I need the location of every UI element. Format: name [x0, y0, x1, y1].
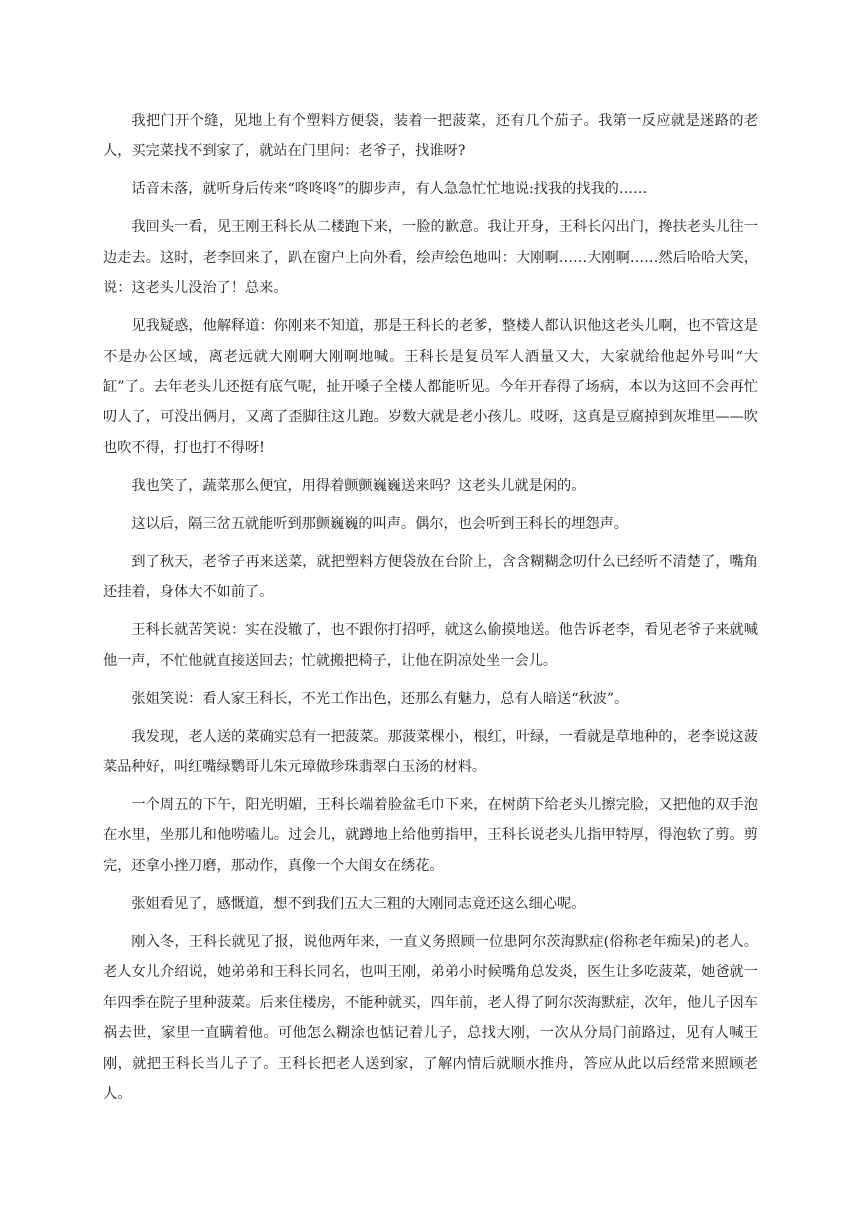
- paragraph-5: 我也笑了，蔬菜那么便宜，用得着颤颤巍巍送来吗？这老头儿就是闲的。: [131, 477, 586, 494]
- paragraph-4: 见我疑惑，他解释道：你刚来不知道，那是王科长的老爹，整楼人都认识他这老头儿啊，也不管这是不是办公区域，离老远就大刚啊大刚啊地喊。王科长是复员军人酒量又大，大家就给他起外号叫“大缸”了。去年老头儿还挺有底气呢，扯开嗓子全楼人都能听见。今年开春得了场病，本以为这回不会再忙叨人了，可没出俩月，又离了歪脚往这儿跑。岁数大就是老小孩儿。哎呀，这真是豆腐掉到灰堆里——吹也吹不得，打也打不得呀!: [103, 318, 758, 456]
- paragraph-12: 张姐看见了，感慨道，想不到我们五大三粗的大刚同志竟还这么细心呢。: [131, 895, 586, 912]
- paragraph-11: 一个周五的下午，阳光明媚，王科长端着脸盆毛巾下来，在树荫下给老头儿擦完脸，又把他的双手泡在水里，坐那儿和他唠嗑儿。过会儿，就蹲地上给他剪指甲，王科长说老头儿指甲特厚，得泡软了剪。剪完，还拿小挫刀磨，那动作，真像一个大闺女在绣花。: [103, 797, 758, 874]
- paragraph-7: 到了秋天，老爷子再来送菜，就把塑料方便袋放在台阶上，含含糊糊念叨什么已经听不清楚了，嘴角还挂着，身体大不如前了。: [103, 553, 758, 601]
- paragraph-8: 王科长就苦笑说：实在没辙了，也不跟你打招呼，就这么偷摸地送。他告诉老李，看见老爷子来就喊他一声，不忙他就直接送回去；忙就搬把椅子，让他在阴凉处坐一会儿。: [103, 622, 758, 669]
- paragraph-9: 张姐笑说：看人家王科长，不光工作出色，还那么有魅力，总有人暗送“秋波”。: [131, 690, 629, 707]
- paragraph-13: 刚入冬，王科长就见了报，说他两年来，一直义务照顾一位患阿尔茨海默症(俗称老年痴呆)的老人。老人女儿介绍说，她弟弟和王科长同名，也叫王刚，弟弟小时候嘴角总发炎，医生让多吃菠菜，她爸就一年四季在院子里种菠菜。后来住楼房，不能种就买，四年前，老人得了阿尔茨海默症，次年，他儿子因车祸去世，家里一直瞒着他。可他怎么糊涂也惦记着儿子，总找大刚，一次从分局门前路过，见有人喊王刚，就把王科长当儿子了。王科长把老人送到家，了解内情后就顺水推舟，答应从此以后经常来照顾老人。: [103, 933, 758, 1102]
- document-body: [103, 106, 758, 1117]
- paragraph-2: 话音未落，就听身后传来“咚咚咚”的脚步声，有人急急忙忙地说:找我的找我的……: [131, 181, 648, 198]
- paragraph-10: 我发现，老人送的菜确实总有一把菠菜。那菠菜棵小，根红，叶绿，一看就是草地种的，老李说这菠菜品种好，叫红嘴绿鹦哥儿朱元璋做珍珠翡翠白玉汤的材料。: [103, 728, 758, 776]
- paragraph-1: 我把门开个缝，见地上有个塑料方便袋，装着一把菠菜，还有几个茄子。我第一反应就是迷路的老人，买完菜找不到家了，就站在门里问：老爷子，找谁呀?: [103, 113, 758, 160]
- paragraph-6: 这以后，隔三岔五就能听到那颤巍巍的叫声。偶尔，也会听到王科长的埋怨声。: [131, 515, 628, 532]
- paragraph-3: 我回头一看，见王刚王科长从二楼跑下来，一脸的歉意。我让开身，王科长闪出门，搀扶老头儿往一边走去。这时，老李回来了，趴在窗户上向外看，绘声绘色地叫：大刚啊……大刚啊……然后哈哈大笑，说：这老头儿没治了！总来。: [103, 219, 758, 297]
